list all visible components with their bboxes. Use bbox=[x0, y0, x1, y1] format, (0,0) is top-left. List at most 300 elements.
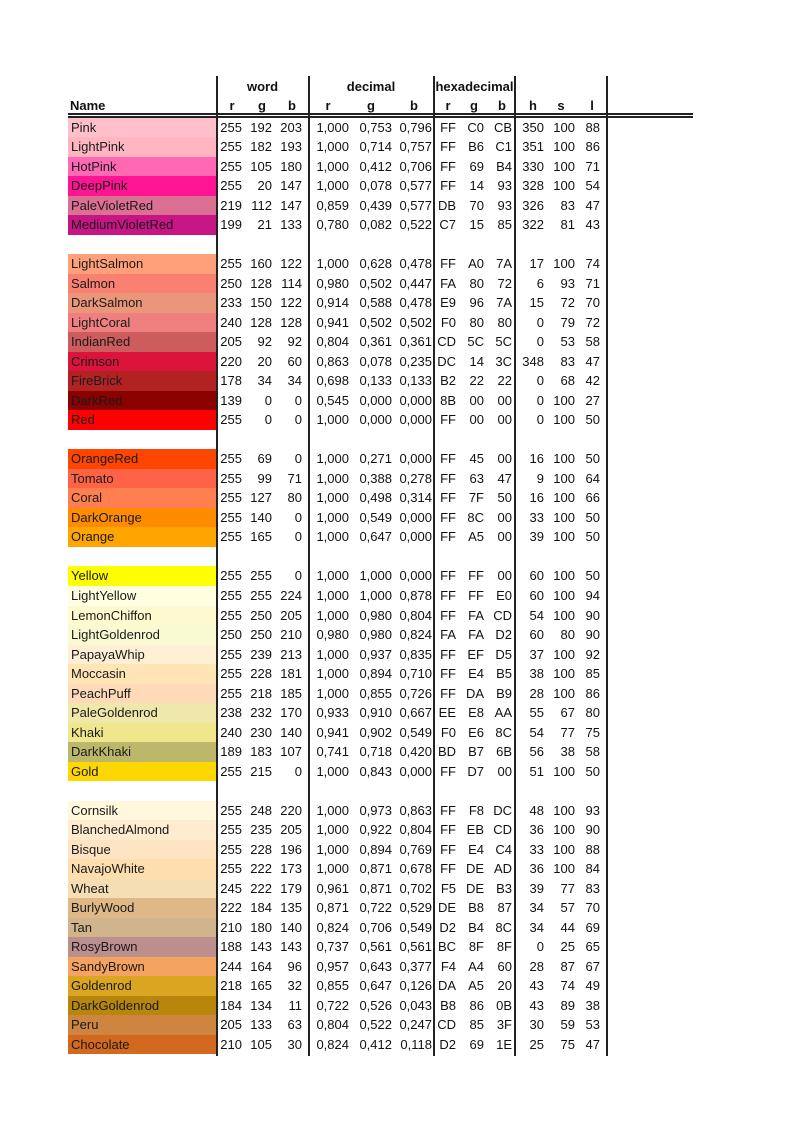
cell-hex-g: 7F bbox=[468, 490, 484, 506]
cell-hex-r: DE bbox=[437, 900, 456, 916]
cell-hex-r: FF bbox=[440, 607, 456, 623]
cell-decimal-b: 0,314 bbox=[399, 490, 432, 506]
cell-saturation: 72 bbox=[560, 295, 575, 311]
cell-hue: 54 bbox=[529, 724, 544, 740]
cell-hex-g: DE bbox=[465, 861, 484, 877]
cell-word-r: 188 bbox=[220, 939, 242, 955]
cell-word-b: 96 bbox=[287, 958, 302, 974]
cell-word-r: 222 bbox=[220, 900, 242, 916]
cell-hex-g: 63 bbox=[469, 470, 484, 486]
cell-word-g: 0 bbox=[264, 392, 272, 408]
cell-word-g: 134 bbox=[250, 997, 272, 1013]
color-name-swatch: LemonChiffon bbox=[68, 606, 216, 626]
color-name-swatch: DarkRed bbox=[68, 391, 216, 411]
cell-saturation: 80 bbox=[560, 627, 575, 643]
cell-hex-b: 7A bbox=[496, 295, 512, 311]
cell-word-r: 220 bbox=[220, 353, 242, 369]
column-header-word-g: g bbox=[258, 98, 266, 113]
cell-decimal-r: 0,824 bbox=[316, 919, 349, 935]
cell-decimal-g: 0,894 bbox=[359, 666, 392, 682]
cell-word-r: 255 bbox=[220, 256, 242, 272]
cell-decimal-r: 0,698 bbox=[316, 373, 349, 389]
cell-word-r: 255 bbox=[220, 509, 242, 525]
cell-saturation: 100 bbox=[553, 412, 575, 428]
cell-decimal-r: 1,000 bbox=[316, 802, 349, 818]
color-name-swatch: DarkOrange bbox=[68, 508, 216, 528]
cell-decimal-r: 1,000 bbox=[316, 861, 349, 877]
cell-decimal-b: 0,549 bbox=[399, 919, 432, 935]
cell-lightness: 71 bbox=[585, 275, 600, 291]
column-header-dec-b: b bbox=[410, 98, 418, 113]
cell-lightness: 86 bbox=[585, 685, 600, 701]
cell-hex-b: 00 bbox=[497, 392, 512, 408]
cell-word-r: 205 bbox=[220, 1017, 242, 1033]
cell-word-r: 255 bbox=[220, 822, 242, 838]
cell-decimal-b: 0,126 bbox=[399, 978, 432, 994]
cell-decimal-g: 0,498 bbox=[359, 490, 392, 506]
cell-decimal-r: 1,000 bbox=[316, 607, 349, 623]
cell-hex-r: FF bbox=[440, 139, 456, 155]
cell-word-r: 255 bbox=[220, 861, 242, 877]
cell-decimal-b: 0,678 bbox=[399, 861, 432, 877]
cell-decimal-r: 1,000 bbox=[316, 490, 349, 506]
cell-hex-b: D2 bbox=[495, 627, 512, 643]
cell-decimal-r: 0,871 bbox=[316, 900, 349, 916]
cell-word-g: 218 bbox=[250, 685, 272, 701]
cell-lightness: 47 bbox=[585, 1036, 600, 1052]
cell-hex-g: E6 bbox=[468, 724, 484, 740]
cell-decimal-r: 1,000 bbox=[316, 256, 349, 272]
cell-hue: 34 bbox=[529, 919, 544, 935]
cell-saturation: 83 bbox=[560, 197, 575, 213]
cell-decimal-b: 0,377 bbox=[399, 958, 432, 974]
cell-hex-b: 93 bbox=[497, 178, 512, 194]
cell-word-g: 133 bbox=[250, 1017, 272, 1033]
cell-hex-g: 5C bbox=[467, 334, 484, 350]
cell-hex-r: BC bbox=[437, 939, 456, 955]
cell-decimal-r: 0,737 bbox=[316, 939, 349, 955]
color-name-swatch: LightYellow bbox=[68, 586, 216, 606]
cell-hex-b: 5C bbox=[495, 334, 512, 350]
cell-word-g: 182 bbox=[250, 139, 272, 155]
cell-word-g: 165 bbox=[250, 529, 272, 545]
cell-hex-g: 85 bbox=[469, 1017, 484, 1033]
color-name-swatch: BurlyWood bbox=[68, 898, 216, 918]
table-row bbox=[68, 313, 608, 333]
cell-word-r: 255 bbox=[220, 763, 242, 779]
cell-lightness: 47 bbox=[585, 353, 600, 369]
cell-hex-r: FF bbox=[440, 119, 456, 135]
cell-hex-b: 50 bbox=[497, 490, 512, 506]
cell-decimal-g: 0,133 bbox=[359, 373, 392, 389]
cell-hex-g: B4 bbox=[468, 919, 484, 935]
cell-decimal-b: 0,529 bbox=[399, 900, 432, 916]
cell-word-g: 183 bbox=[250, 744, 272, 760]
cell-hue: 17 bbox=[529, 256, 544, 272]
cell-hex-g: DE bbox=[465, 880, 484, 896]
table-row bbox=[68, 469, 608, 489]
cell-decimal-r: 1,000 bbox=[316, 646, 349, 662]
cell-hex-b: 8C bbox=[495, 724, 512, 740]
cell-word-b: 135 bbox=[280, 900, 302, 916]
cell-decimal-r: 1,000 bbox=[316, 568, 349, 584]
cell-hex-g: 80 bbox=[469, 314, 484, 330]
cell-hex-r: FF bbox=[440, 256, 456, 272]
cell-hex-r: FF bbox=[440, 470, 456, 486]
cell-word-b: 203 bbox=[280, 119, 302, 135]
cell-decimal-b: 0,043 bbox=[399, 997, 432, 1013]
cell-saturation: 77 bbox=[560, 880, 575, 896]
color-name-swatch: DarkGoldenrod bbox=[68, 996, 216, 1016]
cell-hue: 37 bbox=[529, 646, 544, 662]
column-header-hex-g: g bbox=[470, 98, 478, 113]
cell-decimal-b: 0,878 bbox=[399, 587, 432, 603]
cell-hue: 16 bbox=[529, 490, 544, 506]
cell-saturation: 100 bbox=[553, 392, 575, 408]
cell-decimal-g: 0,502 bbox=[359, 314, 392, 330]
cell-decimal-g: 0,526 bbox=[359, 997, 392, 1013]
cell-decimal-b: 0,667 bbox=[399, 705, 432, 721]
cell-lightness: 43 bbox=[585, 217, 600, 233]
table-row bbox=[68, 976, 608, 996]
color-name-swatch: Peru bbox=[68, 1015, 216, 1035]
cell-hue: 351 bbox=[522, 139, 544, 155]
cell-hex-b: D5 bbox=[495, 646, 512, 662]
cell-hex-b: 00 bbox=[497, 763, 512, 779]
cell-saturation: 44 bbox=[560, 919, 575, 935]
cell-word-b: 92 bbox=[287, 334, 302, 350]
cell-word-r: 255 bbox=[220, 666, 242, 682]
cell-saturation: 57 bbox=[560, 900, 575, 916]
cell-hex-g: 8C bbox=[467, 509, 484, 525]
cell-word-r: 205 bbox=[220, 334, 242, 350]
cell-lightness: 49 bbox=[585, 978, 600, 994]
cell-word-r: 233 bbox=[220, 295, 242, 311]
cell-hex-b: 80 bbox=[497, 314, 512, 330]
cell-hex-b: AA bbox=[494, 705, 512, 721]
cell-decimal-b: 0,549 bbox=[399, 724, 432, 740]
cell-decimal-r: 1,000 bbox=[316, 666, 349, 682]
cell-word-g: 34 bbox=[257, 373, 272, 389]
cell-decimal-r: 0,941 bbox=[316, 314, 349, 330]
cell-lightness: 50 bbox=[585, 412, 600, 428]
cell-word-b: 0 bbox=[294, 509, 302, 525]
color-name-swatch: LightSalmon bbox=[68, 254, 216, 274]
cell-hex-g: FA bbox=[468, 627, 484, 643]
cell-decimal-r: 1,000 bbox=[316, 841, 349, 857]
cell-hex-g: 8F bbox=[468, 939, 484, 955]
cell-decimal-b: 0,522 bbox=[399, 217, 432, 233]
cell-decimal-g: 0,871 bbox=[359, 861, 392, 877]
color-name-swatch: Chocolate bbox=[68, 1035, 216, 1055]
cell-lightness: 67 bbox=[585, 958, 600, 974]
cell-hue: 38 bbox=[529, 666, 544, 682]
cell-hex-r: FF bbox=[440, 178, 456, 194]
cell-hex-r: FF bbox=[440, 646, 456, 662]
cell-word-g: 230 bbox=[250, 724, 272, 740]
cell-word-b: 0 bbox=[294, 392, 302, 408]
cell-decimal-r: 0,961 bbox=[316, 880, 349, 896]
column-header-s: s bbox=[557, 98, 565, 113]
cell-hex-b: B9 bbox=[496, 685, 512, 701]
cell-hex-g: EB bbox=[466, 822, 484, 838]
cell-decimal-b: 0,235 bbox=[399, 353, 432, 369]
cell-hex-b: 00 bbox=[497, 529, 512, 545]
cell-hex-b: 20 bbox=[497, 978, 512, 994]
cell-word-r: 210 bbox=[220, 1036, 242, 1052]
cell-saturation: 100 bbox=[553, 666, 575, 682]
cell-hex-g: C0 bbox=[467, 119, 484, 135]
cell-hex-b: 8C bbox=[495, 919, 512, 935]
cell-hex-g: D7 bbox=[467, 763, 484, 779]
cell-hex-r: DC bbox=[437, 353, 456, 369]
color-name-swatch: Yellow bbox=[68, 566, 216, 586]
cell-hex-b: CD bbox=[493, 607, 512, 623]
cell-hex-g: A4 bbox=[468, 958, 484, 974]
cell-hue: 0 bbox=[536, 412, 544, 428]
cell-hex-r: FA bbox=[440, 275, 456, 291]
cell-hex-g: 70 bbox=[469, 197, 484, 213]
cell-decimal-g: 0,910 bbox=[359, 705, 392, 721]
cell-hex-b: 8F bbox=[496, 939, 512, 955]
cell-hue: 326 bbox=[522, 197, 544, 213]
cell-lightness: 50 bbox=[585, 451, 600, 467]
cell-word-b: 0 bbox=[294, 529, 302, 545]
cell-word-g: 128 bbox=[250, 314, 272, 330]
cell-word-r: 255 bbox=[220, 587, 242, 603]
cell-decimal-g: 0,902 bbox=[359, 724, 392, 740]
cell-hue: 0 bbox=[536, 373, 544, 389]
cell-decimal-r: 0,741 bbox=[316, 744, 349, 760]
cell-saturation: 59 bbox=[560, 1017, 575, 1033]
cell-word-r: 255 bbox=[220, 470, 242, 486]
cell-lightness: 84 bbox=[585, 861, 600, 877]
cell-saturation: 100 bbox=[553, 509, 575, 525]
cell-decimal-g: 0,078 bbox=[359, 353, 392, 369]
cell-word-b: 170 bbox=[280, 705, 302, 721]
cell-word-g: 140 bbox=[250, 509, 272, 525]
cell-lightness: 64 bbox=[585, 470, 600, 486]
color-name-swatch: Red bbox=[68, 410, 216, 430]
cell-hex-r: F5 bbox=[440, 880, 456, 896]
cell-word-g: 232 bbox=[250, 705, 272, 721]
cell-hex-b: C1 bbox=[495, 139, 512, 155]
cell-saturation: 93 bbox=[560, 275, 575, 291]
cell-hue: 43 bbox=[529, 997, 544, 1013]
cell-word-g: 248 bbox=[250, 802, 272, 818]
color-name-swatch: DarkSalmon bbox=[68, 293, 216, 313]
color-name-swatch: Coral bbox=[68, 488, 216, 508]
cell-hex-b: 00 bbox=[497, 451, 512, 467]
cell-lightness: 53 bbox=[585, 1017, 600, 1033]
group-header-decimal: decimal bbox=[346, 79, 396, 94]
cell-saturation: 100 bbox=[553, 119, 575, 135]
cell-word-g: 255 bbox=[250, 587, 272, 603]
cell-decimal-r: 0,980 bbox=[316, 275, 349, 291]
cell-decimal-b: 0,247 bbox=[399, 1017, 432, 1033]
cell-hex-r: 8B bbox=[440, 392, 456, 408]
cell-word-b: 179 bbox=[280, 880, 302, 896]
cell-word-b: 140 bbox=[280, 919, 302, 935]
cell-hex-r: FF bbox=[440, 861, 456, 877]
table-row bbox=[68, 879, 608, 899]
cell-hex-g: B8 bbox=[468, 900, 484, 916]
cell-word-g: 20 bbox=[257, 178, 272, 194]
cell-hex-g: DA bbox=[465, 685, 484, 701]
cell-decimal-g: 0,502 bbox=[359, 275, 392, 291]
color-name-swatch: RosyBrown bbox=[68, 937, 216, 957]
cell-word-g: 215 bbox=[250, 763, 272, 779]
cell-decimal-b: 0,000 bbox=[399, 509, 432, 525]
cell-word-b: 71 bbox=[287, 470, 302, 486]
cell-word-b: 63 bbox=[287, 1017, 302, 1033]
cell-hex-b: 93 bbox=[497, 197, 512, 213]
cell-decimal-g: 0,388 bbox=[359, 470, 392, 486]
cell-decimal-b: 0,577 bbox=[399, 178, 432, 194]
table-row bbox=[68, 664, 608, 684]
cell-hex-r: D2 bbox=[439, 1036, 456, 1052]
cell-word-r: 240 bbox=[220, 724, 242, 740]
table-row bbox=[68, 274, 608, 294]
cell-word-g: 150 bbox=[250, 295, 272, 311]
color-name-swatch: IndianRed bbox=[68, 332, 216, 352]
cell-decimal-g: 0,271 bbox=[359, 451, 392, 467]
cell-hex-b: 00 bbox=[497, 509, 512, 525]
cell-word-b: 0 bbox=[294, 763, 302, 779]
cell-word-r: 238 bbox=[220, 705, 242, 721]
cell-lightness: 50 bbox=[585, 509, 600, 525]
cell-decimal-g: 0,706 bbox=[359, 919, 392, 935]
cell-word-g: 20 bbox=[257, 353, 272, 369]
cell-saturation: 100 bbox=[553, 568, 575, 584]
cell-hex-r: FF bbox=[440, 802, 456, 818]
cell-decimal-b: 0,000 bbox=[399, 392, 432, 408]
cell-hex-b: 0B bbox=[496, 997, 512, 1013]
table-row bbox=[68, 723, 608, 743]
table-row bbox=[68, 508, 608, 528]
cell-decimal-r: 1,000 bbox=[316, 158, 349, 174]
group-header-hexadecimal: hexadecimal bbox=[435, 79, 514, 94]
cell-word-b: 0 bbox=[294, 568, 302, 584]
cell-hue: 36 bbox=[529, 822, 544, 838]
cell-hex-g: F8 bbox=[468, 802, 484, 818]
cell-hex-g: B6 bbox=[468, 139, 484, 155]
cell-lightness: 50 bbox=[585, 568, 600, 584]
color-name-swatch: HotPink bbox=[68, 157, 216, 177]
cell-word-r: 184 bbox=[220, 997, 242, 1013]
cell-hue: 9 bbox=[536, 470, 544, 486]
cell-lightness: 54 bbox=[585, 178, 600, 194]
cell-hex-r: FF bbox=[440, 490, 456, 506]
cell-decimal-b: 0,804 bbox=[399, 607, 432, 623]
color-name-swatch: Khaki bbox=[68, 723, 216, 743]
cell-decimal-g: 0,714 bbox=[359, 139, 392, 155]
cell-saturation: 100 bbox=[553, 587, 575, 603]
cell-hex-g: EF bbox=[467, 646, 484, 662]
cell-word-r: 250 bbox=[220, 627, 242, 643]
cell-hex-b: 60 bbox=[497, 958, 512, 974]
cell-hex-g: 96 bbox=[469, 295, 484, 311]
cell-decimal-r: 0,859 bbox=[316, 197, 349, 213]
group-header-word: word bbox=[246, 79, 279, 94]
table-row bbox=[68, 625, 608, 645]
table-row bbox=[68, 742, 608, 762]
cell-hex-g: 00 bbox=[469, 412, 484, 428]
cell-word-g: 165 bbox=[250, 978, 272, 994]
cell-hex-r: BD bbox=[437, 744, 456, 760]
cell-decimal-r: 0,941 bbox=[316, 724, 349, 740]
cell-decimal-b: 0,710 bbox=[399, 666, 432, 682]
cell-decimal-b: 0,726 bbox=[399, 685, 432, 701]
cell-decimal-g: 0,082 bbox=[359, 217, 392, 233]
color-name-swatch: MediumVioletRed bbox=[68, 215, 216, 235]
color-name-swatch: LightPink bbox=[68, 137, 216, 157]
cell-decimal-g: 0,722 bbox=[359, 900, 392, 916]
cell-hex-g: A5 bbox=[468, 978, 484, 994]
cell-lightness: 71 bbox=[585, 158, 600, 174]
cell-decimal-g: 0,361 bbox=[359, 334, 392, 350]
cell-word-g: 69 bbox=[257, 451, 272, 467]
cell-decimal-g: 0,718 bbox=[359, 744, 392, 760]
cell-lightness: 58 bbox=[585, 334, 600, 350]
cell-decimal-g: 0,647 bbox=[359, 529, 392, 545]
cell-word-b: 107 bbox=[280, 744, 302, 760]
cell-decimal-r: 1,000 bbox=[316, 822, 349, 838]
cell-decimal-b: 0,478 bbox=[399, 295, 432, 311]
cell-decimal-r: 0,824 bbox=[316, 1036, 349, 1052]
cell-decimal-g: 0,000 bbox=[359, 412, 392, 428]
cell-hue: 322 bbox=[522, 217, 544, 233]
cell-word-r: 245 bbox=[220, 880, 242, 896]
cell-word-g: 164 bbox=[250, 958, 272, 974]
table-row bbox=[68, 332, 608, 352]
cell-decimal-r: 1,000 bbox=[316, 763, 349, 779]
column-header-l: l bbox=[590, 98, 594, 113]
cell-word-r: 240 bbox=[220, 314, 242, 330]
cell-hex-r: EE bbox=[438, 705, 456, 721]
cell-saturation: 77 bbox=[560, 724, 575, 740]
cell-hex-r: F0 bbox=[440, 314, 456, 330]
cell-decimal-b: 0,863 bbox=[399, 802, 432, 818]
cell-hex-g: 00 bbox=[469, 392, 484, 408]
cell-lightness: 70 bbox=[585, 900, 600, 916]
cell-hue: 6 bbox=[536, 275, 544, 291]
color-name-swatch: FireBrick bbox=[68, 371, 216, 391]
column-header-h: h bbox=[529, 98, 537, 113]
table-row bbox=[68, 196, 608, 216]
cell-hue: 30 bbox=[529, 1017, 544, 1033]
cell-hex-b: B5 bbox=[496, 666, 512, 682]
table-row bbox=[68, 918, 608, 938]
cell-word-r: 255 bbox=[220, 646, 242, 662]
cell-decimal-b: 0,577 bbox=[399, 197, 432, 213]
cell-decimal-b: 0,702 bbox=[399, 880, 432, 896]
cell-hex-g: 69 bbox=[469, 158, 484, 174]
cell-decimal-b: 0,804 bbox=[399, 822, 432, 838]
table-row bbox=[68, 488, 608, 508]
cell-hex-r: CD bbox=[437, 334, 456, 350]
cell-hue: 28 bbox=[529, 958, 544, 974]
cell-hue: 51 bbox=[529, 763, 544, 779]
cell-saturation: 53 bbox=[560, 334, 575, 350]
cell-saturation: 83 bbox=[560, 353, 575, 369]
cell-decimal-g: 0,000 bbox=[359, 392, 392, 408]
cell-word-b: 32 bbox=[287, 978, 302, 994]
cell-decimal-b: 0,502 bbox=[399, 314, 432, 330]
cell-decimal-g: 0,922 bbox=[359, 822, 392, 838]
table-row bbox=[68, 176, 608, 196]
cell-decimal-g: 0,894 bbox=[359, 841, 392, 857]
